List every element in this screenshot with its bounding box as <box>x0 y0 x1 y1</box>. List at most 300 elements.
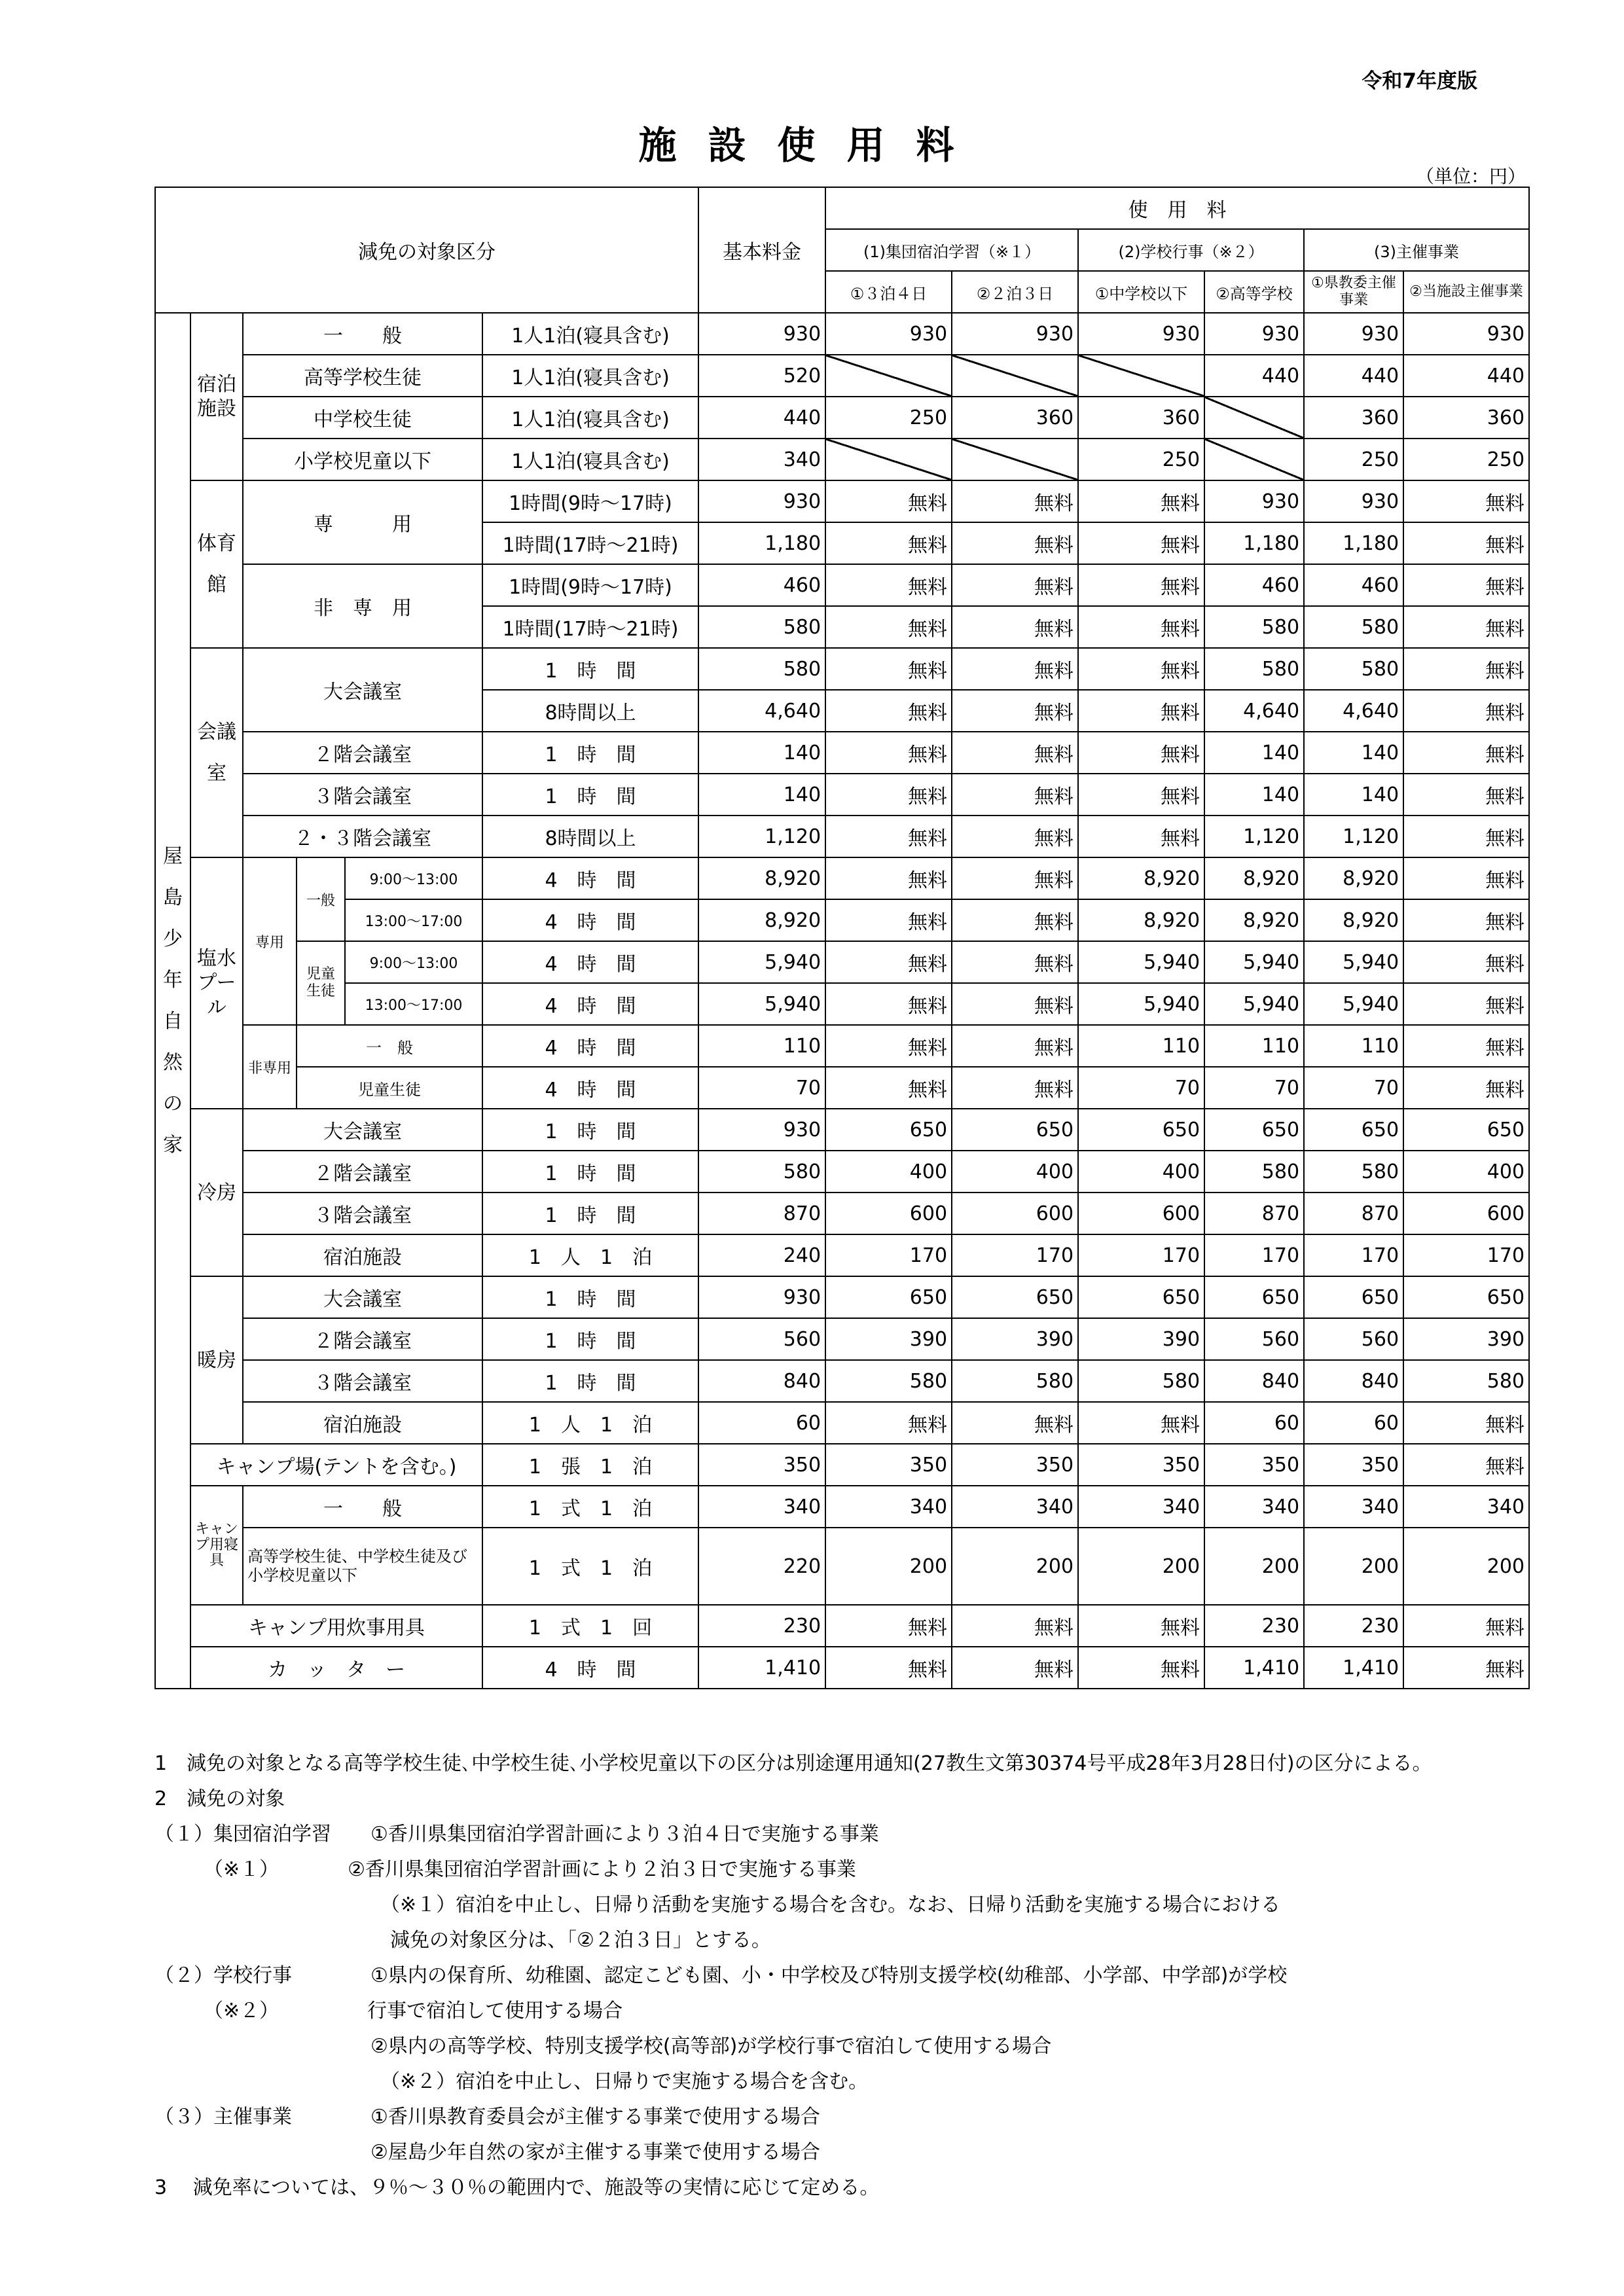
fee-cell: 5,940 <box>1204 941 1304 983</box>
fee-cell: 350 <box>1078 1444 1204 1486</box>
fee-cell: 580 <box>1304 1151 1403 1193</box>
fee-cell: 無料 <box>825 1647 952 1689</box>
base-fee-cell: 840 <box>698 1360 825 1402</box>
base-fee-cell: 8,920 <box>698 899 825 941</box>
fee-cell: 360 <box>1403 397 1529 439</box>
fee-cell: 無料 <box>1403 480 1529 522</box>
fee-cell: 230 <box>1204 1605 1304 1647</box>
fee-cell: 930 <box>1403 313 1529 355</box>
unit-cell: 1 人 1 泊 <box>482 1234 698 1276</box>
row-label: ２階会議室 <box>243 1151 482 1193</box>
fee-cell: 無料 <box>1403 1402 1529 1444</box>
unit-cell: 1時間(9時～17時) <box>482 564 698 606</box>
base-fee-cell: 8,920 <box>698 857 825 899</box>
fee-cell: 無料 <box>952 1402 1078 1444</box>
fee-cell: 600 <box>952 1193 1078 1234</box>
note-line: （２）学校行事 ①県内の保育所、幼稚園、認定こども園、小・中学校及び特別支援学校(幼稚部、小学部、中学部)が学校 <box>154 1964 1288 1987</box>
fee-cell: 350 <box>1204 1444 1304 1486</box>
fee-cell: 400 <box>952 1151 1078 1193</box>
table-row <box>155 439 1529 480</box>
unit-cell: 4 時 間 <box>482 941 698 983</box>
fee-cell: 8,920 <box>1078 899 1204 941</box>
fee-cell: 930 <box>1078 313 1204 355</box>
fee-cell: 560 <box>1204 1318 1304 1360</box>
row-label: 大会議室 <box>243 1109 482 1151</box>
fee-cell: 400 <box>825 1151 952 1193</box>
fee-cell: 無料 <box>1403 564 1529 606</box>
group-cooling: 冷房 <box>190 1109 243 1276</box>
fee-cell: 無料 <box>1403 774 1529 816</box>
fee-cell: 8,920 <box>1078 857 1204 899</box>
unit-cell: 8時間以上 <box>482 690 698 732</box>
row-label: 一 般 <box>243 1486 482 1528</box>
fee-cell: 無料 <box>952 816 1078 857</box>
time-slot: 9:00～13:00 <box>345 857 482 899</box>
fee-cell: 5,940 <box>1204 983 1304 1025</box>
fee-cell: 無料 <box>825 648 952 690</box>
table-row <box>155 564 1529 606</box>
fee-cell: 無料 <box>825 899 952 941</box>
fee-cell: 200 <box>1078 1528 1204 1605</box>
unit-cell: 1 時 間 <box>482 1109 698 1151</box>
unit-cell: 4 時 間 <box>482 983 698 1025</box>
table-row <box>155 397 1529 439</box>
fee-cell: 650 <box>825 1276 952 1318</box>
fee-cell: 340 <box>1078 1486 1204 1528</box>
base-fee-cell: 1,180 <box>698 522 825 564</box>
fee-cell: 600 <box>1403 1193 1529 1234</box>
row-label: キャンプ用炊事用具 <box>190 1605 482 1647</box>
fee-cell: 無料 <box>1078 816 1204 857</box>
row-label: 一 般 <box>243 313 482 355</box>
unit-cell: 1 時 間 <box>482 1193 698 1234</box>
fee-cell: 580 <box>1204 606 1304 648</box>
base-fee-cell: 930 <box>698 1109 825 1151</box>
fee-cell: 5,940 <box>1304 941 1403 983</box>
base-fee-cell: 340 <box>698 439 825 480</box>
fee-cell: 390 <box>1403 1318 1529 1360</box>
unit-cell: 4 時 間 <box>482 857 698 899</box>
fee-cell: 930 <box>1304 313 1403 355</box>
table-row <box>155 774 1529 816</box>
fee-cell: 70 <box>1304 1067 1403 1109</box>
pool-exclusive-label: 専用 <box>243 857 297 1025</box>
table-row <box>155 899 1529 941</box>
fee-cell: 230 <box>1304 1605 1403 1647</box>
fee-cell: 400 <box>1403 1151 1529 1193</box>
fee-cell: 340 <box>1204 1486 1304 1528</box>
base-fee-cell: 580 <box>698 648 825 690</box>
fee-cell: 無料 <box>952 606 1078 648</box>
notes-section <box>154 1746 1595 2206</box>
note-line: （３）主催事業 ①香川県教育委員会が主催する事業で使用する場合 <box>154 2106 820 2128</box>
fee-cell: 1,180 <box>1304 522 1403 564</box>
base-fee-cell: 930 <box>698 1276 825 1318</box>
fee-cell: 340 <box>952 1486 1078 1528</box>
note-line: （※１）宿泊を中止し、日帰り活動を実施する場合を含む。なお、日帰り活動を実施する場合における <box>154 1893 1281 1916</box>
unit-cell: 1 式 1 回 <box>482 1605 698 1647</box>
fee-cell: 無料 <box>1078 774 1204 816</box>
fee-cell: 5,940 <box>1078 983 1204 1025</box>
unit-cell: 1時間(17時～21時) <box>482 606 698 648</box>
fee-cell: 無料 <box>825 774 952 816</box>
note-line: 3 減免率については、９％～３０％の範囲内で、施設等の実情に応じて定める。 <box>154 2176 880 2199</box>
fee-cell: 140 <box>1304 774 1403 816</box>
header-group-3: (3)主催事業 <box>1304 229 1529 271</box>
unit-cell: 8時間以上 <box>482 816 698 857</box>
fee-cell: 110 <box>1204 1025 1304 1067</box>
fee-cell: 無料 <box>1078 648 1204 690</box>
facility-name-cell: 屋島少年自然の家 <box>155 313 190 1689</box>
unit-cell: 1人1泊(寝具含む) <box>482 397 698 439</box>
table-row <box>155 1360 1529 1402</box>
fee-cell: 580 <box>1304 606 1403 648</box>
unit-cell: 1時間(9時～17時) <box>482 480 698 522</box>
fee-cell: 無料 <box>825 606 952 648</box>
time-slot: 13:00～17:00 <box>345 899 482 941</box>
table-row <box>155 1605 1529 1647</box>
fee-cell: 650 <box>1078 1109 1204 1151</box>
unit-cell: 1人1泊(寝具含む) <box>482 439 698 480</box>
base-fee-cell: 140 <box>698 774 825 816</box>
fee-cell: 8,920 <box>1204 899 1304 941</box>
fee-cell: 無料 <box>952 732 1078 774</box>
unit-cell: 1 式 1 泊 <box>482 1486 698 1528</box>
fee-cell: 360 <box>952 397 1078 439</box>
fee-cell: 1,120 <box>1304 816 1403 857</box>
fee-cell: 無料 <box>952 941 1078 983</box>
row-label: 宿泊施設 <box>243 1402 482 1444</box>
fee-cell: 440 <box>1403 355 1529 397</box>
fee-cell: 170 <box>825 1234 952 1276</box>
table-row <box>155 1109 1529 1151</box>
fee-cell: 650 <box>825 1109 952 1151</box>
fee-cell: 無料 <box>1403 816 1529 857</box>
fee-cell: 無料 <box>1078 1402 1204 1444</box>
row-label: ３階会議室 <box>243 774 482 816</box>
fee-cell: 250 <box>1304 439 1403 480</box>
unit-cell: 4 時 間 <box>482 899 698 941</box>
table-row <box>155 857 1529 899</box>
fee-cell: 170 <box>1403 1234 1529 1276</box>
base-fee-cell: 110 <box>698 1025 825 1067</box>
base-fee-cell: 1,410 <box>698 1647 825 1689</box>
fee-cell: 1,410 <box>1304 1647 1403 1689</box>
header-usage-fee: 使 用 料 <box>825 187 1529 229</box>
fee-cell: 8,920 <box>1304 899 1403 941</box>
fee-cell: 無料 <box>825 983 952 1025</box>
table-row <box>155 1067 1529 1109</box>
fee-cell: 350 <box>825 1444 952 1486</box>
fee-cell: 350 <box>1304 1444 1403 1486</box>
fee-cell: 4,640 <box>1304 690 1403 732</box>
fee-cell: 870 <box>1304 1193 1403 1234</box>
fee-cell: 無料 <box>1078 1647 1204 1689</box>
row-label: ２階会議室 <box>243 1318 482 1360</box>
note-line: ②県内の高等学校、特別支援学校(高等部)が学校行事で宿泊して使用する場合 <box>154 2035 1052 2058</box>
fee-cell: 400 <box>1078 1151 1204 1193</box>
pool-general-label: 一般 <box>297 857 345 941</box>
fee-cell: 580 <box>952 1360 1078 1402</box>
fee-cell: 650 <box>1078 1276 1204 1318</box>
unit-cell: 4 時 間 <box>482 1025 698 1067</box>
fee-cell: 無料 <box>1403 1605 1529 1647</box>
fee-cell: 無料 <box>1078 564 1204 606</box>
fee-cell: 無料 <box>952 857 1078 899</box>
row-label: ２階会議室 <box>243 732 482 774</box>
not-applicable-cell <box>825 439 952 480</box>
fee-cell: 8,920 <box>1304 857 1403 899</box>
fee-cell: 650 <box>952 1109 1078 1151</box>
base-fee-cell: 220 <box>698 1528 825 1605</box>
fee-cell: 無料 <box>952 522 1078 564</box>
group-meeting: 会議室 <box>190 648 243 857</box>
table-row <box>155 355 1529 397</box>
base-fee-cell: 930 <box>698 480 825 522</box>
group-lodging: 宿泊施設 <box>190 313 243 480</box>
fee-cell: 390 <box>952 1318 1078 1360</box>
base-fee-cell: 240 <box>698 1234 825 1276</box>
row-label: 非 専 用 <box>243 564 482 648</box>
fee-cell: 560 <box>1304 1318 1403 1360</box>
table-row <box>155 1025 1529 1067</box>
fee-cell: 無料 <box>1403 1025 1529 1067</box>
fee-cell: 無料 <box>1078 732 1204 774</box>
fee-cell: 無料 <box>952 1067 1078 1109</box>
note-line: ②屋島少年自然の家が主催する事業で使用する場合 <box>154 2141 820 2164</box>
base-fee-cell: 1,120 <box>698 816 825 857</box>
row-label: 大会議室 <box>243 1276 482 1318</box>
fee-cell: 無料 <box>825 1025 952 1067</box>
base-fee-cell: 440 <box>698 397 825 439</box>
base-fee-cell: 350 <box>698 1444 825 1486</box>
fee-cell: 580 <box>825 1360 952 1402</box>
fee-cell: 無料 <box>1403 941 1529 983</box>
unit-cell: 1 時 間 <box>482 1360 698 1402</box>
table-row <box>155 1402 1529 1444</box>
header-group-2: (2)学校行事（※２） <box>1078 229 1304 271</box>
row-label: 専 用 <box>243 480 482 564</box>
unit-cell: 4 時 間 <box>482 1067 698 1109</box>
fee-cell: 無料 <box>1403 1444 1529 1486</box>
fee-cell: 600 <box>1078 1193 1204 1234</box>
fee-cell: 無料 <box>952 899 1078 941</box>
fee-table <box>154 187 1530 1689</box>
base-fee-cell: 5,940 <box>698 983 825 1025</box>
header-sub-2: ②２泊３日 <box>952 271 1078 313</box>
unit-cell: 4 時 間 <box>482 1647 698 1689</box>
fee-cell: 140 <box>1204 732 1304 774</box>
fee-cell: 340 <box>1304 1486 1403 1528</box>
unit-cell: 1 時 間 <box>482 774 698 816</box>
header-sub-5: ①県教委主催事業 <box>1304 271 1403 313</box>
fee-cell: 無料 <box>952 1647 1078 1689</box>
base-fee-cell: 520 <box>698 355 825 397</box>
header-sub-4: ②高等学校 <box>1204 271 1304 313</box>
not-applicable-cell <box>1204 397 1304 439</box>
base-fee-cell: 870 <box>698 1193 825 1234</box>
fee-cell: 110 <box>1304 1025 1403 1067</box>
fee-cell: 無料 <box>1403 648 1529 690</box>
note-line: 1 減免の対象となる高等学校生徒､中学校生徒､小学校児童以下の区分は別途運用通知(27教生文第30374号平成28年3月28日付)の区分による。 <box>154 1752 1432 1775</box>
fee-cell: 580 <box>1078 1360 1204 1402</box>
fee-cell: 460 <box>1204 564 1304 606</box>
fee-cell: 無料 <box>825 816 952 857</box>
group-camp-bedding: キャンプ用寝具 <box>190 1486 243 1605</box>
fee-cell: 無料 <box>825 941 952 983</box>
row-label: 小学校児童以下 <box>243 439 482 480</box>
table-row <box>155 480 1529 522</box>
row-label: 宿泊施設 <box>243 1234 482 1276</box>
fee-cell: 200 <box>1304 1528 1403 1605</box>
fee-cell: 無料 <box>1078 690 1204 732</box>
header-group-1: (1)集団宿泊学習（※１） <box>825 229 1078 271</box>
base-fee-cell: 580 <box>698 606 825 648</box>
unit-cell: 1 時 間 <box>482 648 698 690</box>
base-fee-cell: 560 <box>698 1318 825 1360</box>
fee-cell: 無料 <box>1078 480 1204 522</box>
base-fee-cell: 230 <box>698 1605 825 1647</box>
fee-cell: 600 <box>825 1193 952 1234</box>
table-row <box>155 1647 1529 1689</box>
group-heating: 暖房 <box>190 1276 243 1444</box>
fee-cell: 360 <box>1078 397 1204 439</box>
fee-cell: 650 <box>1403 1276 1529 1318</box>
fee-cell: 350 <box>952 1444 1078 1486</box>
not-applicable-cell <box>1078 355 1204 397</box>
fee-cell: 340 <box>1403 1486 1529 1528</box>
header-sub-1: ①３泊４日 <box>825 271 952 313</box>
row-label: 中学校生徒 <box>243 397 482 439</box>
fee-cell: 無料 <box>825 1402 952 1444</box>
unit-cell: 1 張 1 泊 <box>482 1444 698 1486</box>
table-row <box>155 1444 1529 1486</box>
fee-cell: 200 <box>825 1528 952 1605</box>
fee-cell: 無料 <box>825 564 952 606</box>
base-fee-cell: 930 <box>698 313 825 355</box>
row-label: 大会議室 <box>243 648 482 732</box>
base-fee-cell: 140 <box>698 732 825 774</box>
fee-cell: 無料 <box>1078 522 1204 564</box>
fee-cell: 650 <box>1304 1276 1403 1318</box>
fee-cell: 無料 <box>1403 690 1529 732</box>
table-row <box>155 1318 1529 1360</box>
unit-cell: 1 時 間 <box>482 1318 698 1360</box>
not-applicable-cell <box>825 355 952 397</box>
table-row <box>155 1151 1529 1193</box>
fee-cell: 170 <box>1204 1234 1304 1276</box>
fee-cell: 250 <box>1078 439 1204 480</box>
fee-cell: 無料 <box>952 983 1078 1025</box>
fee-cell: 580 <box>1403 1360 1529 1402</box>
fee-cell: 250 <box>1403 439 1529 480</box>
table-row <box>155 1486 1529 1528</box>
unit-cell: 1 時 間 <box>482 732 698 774</box>
fee-cell: 930 <box>825 313 952 355</box>
fee-cell: 8,920 <box>1204 857 1304 899</box>
fee-cell: 無料 <box>952 480 1078 522</box>
fee-cell: 無料 <box>1403 857 1529 899</box>
fee-cell: 70 <box>1204 1067 1304 1109</box>
fee-cell: 650 <box>1403 1109 1529 1151</box>
unit-cell: 1 時 間 <box>482 1276 698 1318</box>
table-row <box>155 1193 1529 1234</box>
fee-cell: 無料 <box>952 564 1078 606</box>
pool-student-label: 児童生徒 <box>297 941 345 1025</box>
fee-cell: 無料 <box>825 1605 952 1647</box>
fee-cell: 650 <box>1304 1109 1403 1151</box>
row-label: キャンプ場(テントを含む。) <box>190 1444 482 1486</box>
time-slot: 13:00～17:00 <box>345 983 482 1025</box>
pool-nonexclusive-label: 非専用 <box>243 1025 297 1109</box>
fee-cell: 無料 <box>825 690 952 732</box>
fee-cell: 930 <box>1204 480 1304 522</box>
fee-cell: 無料 <box>1078 606 1204 648</box>
table-row <box>155 648 1529 690</box>
unit-label: （単位：円） <box>1415 166 1526 187</box>
fee-cell: 無料 <box>1403 732 1529 774</box>
header-sub-6: ②当施設主催事業 <box>1403 271 1529 313</box>
fee-cell: 170 <box>1304 1234 1403 1276</box>
fee-cell: 460 <box>1304 564 1403 606</box>
table-row <box>155 1528 1529 1605</box>
fee-cell: 390 <box>825 1318 952 1360</box>
base-fee-cell: 70 <box>698 1067 825 1109</box>
note-line: 2 減免の対象 <box>154 1787 285 1810</box>
fee-cell: 650 <box>1204 1276 1304 1318</box>
not-applicable-cell <box>1204 439 1304 480</box>
fee-cell: 250 <box>825 397 952 439</box>
fee-cell: 650 <box>1204 1109 1304 1151</box>
fee-cell: 無料 <box>825 732 952 774</box>
base-fee-cell: 4,640 <box>698 690 825 732</box>
fee-cell: 5,940 <box>1304 983 1403 1025</box>
fee-cell: 200 <box>1403 1528 1529 1605</box>
fee-cell: 5,940 <box>1078 941 1204 983</box>
fee-cell: 140 <box>1204 774 1304 816</box>
page-title: 施設使用料 <box>638 123 986 168</box>
row-label: 児童生徒 <box>297 1067 482 1109</box>
header-category: 減免の対象区分 <box>155 187 698 313</box>
table-row <box>155 732 1529 774</box>
fee-cell: 4,640 <box>1204 690 1304 732</box>
fee-cell: 440 <box>1304 355 1403 397</box>
note-line: （１）集団宿泊学習 ①香川県集団宿泊学習計画により３泊４日で実施する事業 <box>154 1823 879 1846</box>
note-line: （※２）宿泊を中止し、日帰りで実施する場合を含む。 <box>154 2070 869 2093</box>
fee-cell: 580 <box>1204 648 1304 690</box>
fee-cell: 200 <box>952 1528 1078 1605</box>
header-sub-3: ①中学校以下 <box>1078 271 1204 313</box>
note-line: 減免の対象区分は、「②２泊３日」とする。 <box>154 1929 771 1952</box>
fee-cell: 360 <box>1304 397 1403 439</box>
fee-cell: 200 <box>1204 1528 1304 1605</box>
not-applicable-cell <box>952 439 1078 480</box>
fee-cell: 650 <box>952 1276 1078 1318</box>
fee-cell: 無料 <box>1403 899 1529 941</box>
note-line: （※１） ②香川県集団宿泊学習計画により２泊３日で実施する事業 <box>154 1858 857 1881</box>
fee-cell: 580 <box>1204 1151 1304 1193</box>
fee-cell: 840 <box>1304 1360 1403 1402</box>
row-label: 高等学校生徒 <box>243 355 482 397</box>
unit-cell: 1人1泊(寝具含む) <box>482 355 698 397</box>
unit-cell: 1 人 1 泊 <box>482 1402 698 1444</box>
row-label: ３階会議室 <box>243 1193 482 1234</box>
table-row <box>155 941 1529 983</box>
unit-cell: 1時間(17時～21時) <box>482 522 698 564</box>
fee-cell: 無料 <box>952 690 1078 732</box>
fee-cell: 60 <box>1304 1402 1403 1444</box>
fee-cell: 390 <box>1078 1318 1204 1360</box>
